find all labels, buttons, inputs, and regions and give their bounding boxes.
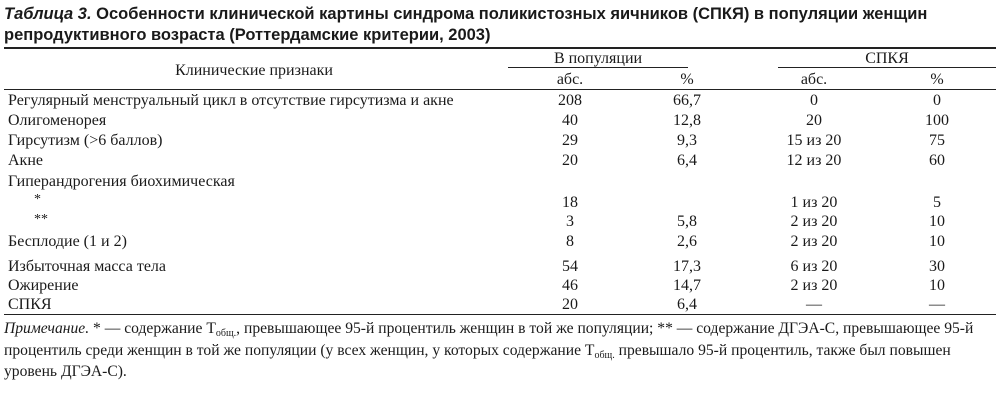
row-pcos-abs: 12 из 20 [786,152,842,169]
note-text-3: превышало 95-й процентиль, также был повышен уровень ДГЭА-С). [4,341,951,380]
table-bottom-rule [4,314,996,315]
row-pcos-abs: 2 из 20 [790,277,838,294]
row-feature: Гиперандрогения биохимическая [8,173,235,190]
row-pcos-pct: 60 [929,152,945,169]
row-pop-abs: 54 [562,258,578,275]
row-pop-abs: 18 [562,194,578,211]
row-pop-abs: 46 [562,277,578,294]
row-feature: Олигоменорея [8,112,107,129]
row-pop-abs: 8 [566,233,574,250]
table-caption [4,4,996,46]
row-feature: Гирсутизм (>6 баллов) [8,132,163,149]
header-pop-pct: % [680,71,694,88]
note-subscript-2: общ. [594,349,615,361]
row-pcos-pct: 30 [929,258,945,275]
note-text-1: * — содержание Т [89,320,216,337]
caption-label: Таблица 3. [4,5,92,23]
note-label: Примечание. [4,320,90,337]
row-feature: Бесплодие (1 и 2) [8,233,127,250]
row-pcos-pct: 5 [933,194,941,211]
row-pop-pct: 2,6 [677,233,697,250]
row-pop-abs: 20 [562,296,578,313]
row-pop-abs: 208 [558,92,582,109]
row-feature: Избыточная масса тела [8,258,166,275]
row-feature: СПКЯ [8,296,52,313]
row-pop-pct: 6,4 [677,152,697,169]
row-pcos-pct: 10 [929,233,945,250]
row-pop-pct: 17,3 [673,258,701,275]
row-feature-footnote-mark: ** [34,212,48,227]
row-pcos-abs: 0 [810,92,818,109]
row-pop-abs: 20 [562,152,578,169]
row-feature: Акне [8,152,43,169]
row-pcos-abs: 15 из 20 [786,132,842,149]
header-group-population: В популяции [553,50,643,67]
row-pop-pct: 5,8 [677,213,697,230]
row-pcos-abs: 1 из 20 [790,194,838,211]
row-feature: Регулярный менструальный цикл в отсутствие гирсутизма и акне [8,92,454,109]
row-pop-abs: 40 [562,112,578,129]
table-note [4,318,998,383]
row-pcos-pct: 0 [933,92,941,109]
header-pcos-pct: % [930,71,944,88]
row-pop-abs: 29 [562,132,578,149]
header-bottom-rule [4,89,996,90]
row-feature-footnote-mark: * [34,192,41,207]
row-pcos-pct: 10 [929,213,945,230]
header-pop-abs: абс. [556,71,584,88]
row-pcos-pct: 75 [929,132,945,149]
row-pop-pct: 14,7 [673,277,701,294]
note-subscript-1: общ. [215,328,237,339]
row-pcos-abs: 2 из 20 [790,233,838,250]
header-features: Клинические признаки [175,62,333,79]
row-pcos-abs: — [806,296,822,313]
header-pcos-abs: абс. [800,71,828,88]
row-pcos-pct: 10 [929,277,945,294]
row-feature: Ожирение [8,277,79,294]
row-pop-pct: 9,3 [677,132,697,149]
row-pcos-abs: 2 из 20 [790,213,838,230]
row-pop-abs: 3 [566,213,574,230]
row-pcos-abs: 6 из 20 [790,258,838,275]
row-pop-pct: 66,7 [673,92,701,109]
row-pop-pct: 6,4 [677,296,697,313]
row-pcos-pct: — [929,296,945,313]
caption-text: Особенности клинической картины синдрома поликистозных яичников (СПКЯ) в популяции женщин репродуктивного возраста (Роттердамские критерии, 2003) [4,5,928,44]
row-pcos-pct: 100 [925,112,949,129]
row-pcos-abs: 20 [806,112,822,129]
row-pop-pct: 12,8 [673,112,701,129]
note-text-2: , превышающее 95-й процентиль женщин в той же популяции; ** — содержание ДГЭА-С, превышающее 95-й процентиль среди женщин в той же популяции (у всех женщин, у которых содержание Т [4,320,974,359]
header-group-pcos: СПКЯ [865,50,909,67]
